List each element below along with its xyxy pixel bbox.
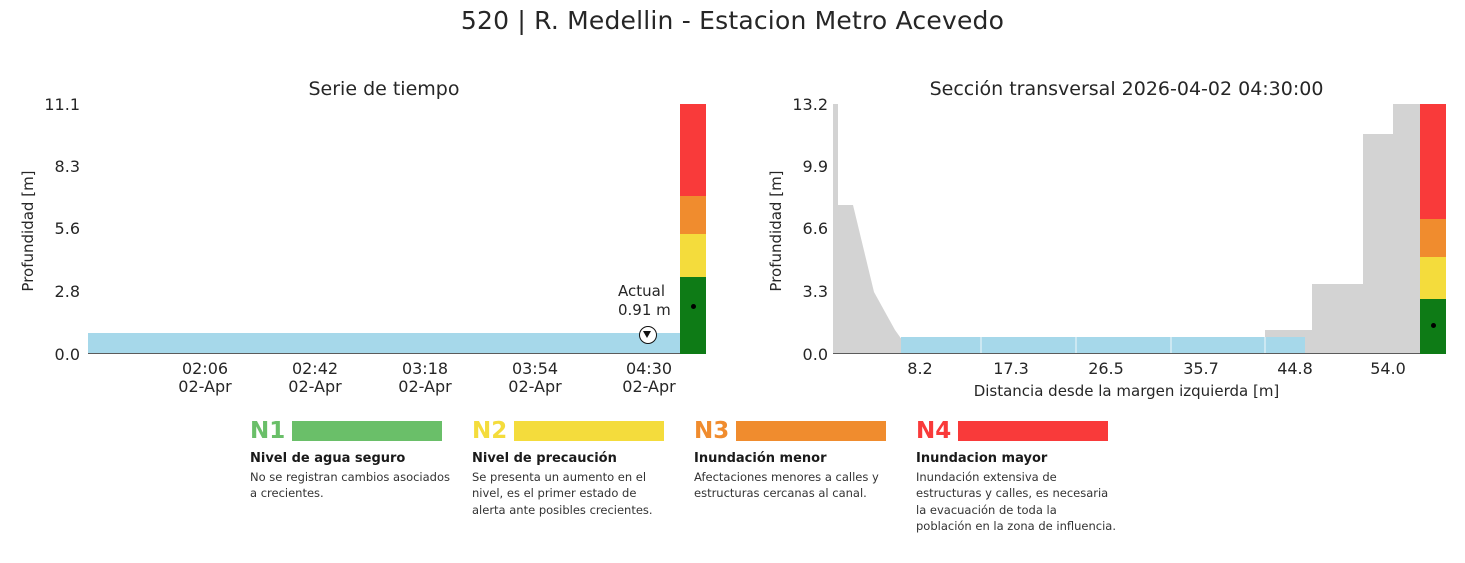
threshold-segment-n1 bbox=[680, 277, 706, 354]
legend-title-n4: Inundacion mayor bbox=[916, 451, 1048, 466]
legend-desc-n4: Inundación extensiva de estructuras y calles, es necesaria la evacuación de toda la población en la zona de influencia. bbox=[916, 470, 1116, 533]
current-value-marker-icon bbox=[639, 326, 657, 344]
crosssection-x-axis-line bbox=[833, 353, 1420, 354]
timeseries-x-axis-line bbox=[88, 353, 680, 354]
legend-title-n3: Inundación menor bbox=[694, 451, 827, 466]
crosssection-ytick-3: 9.9 bbox=[802, 157, 828, 176]
legend-title-n2: Nivel de precaución bbox=[472, 451, 617, 466]
legend-code-n2: N2 bbox=[472, 417, 508, 444]
crosssection-plot-area bbox=[833, 104, 1420, 354]
legend-swatch-n3 bbox=[736, 421, 886, 441]
timeseries-ytick-2: 5.6 bbox=[54, 219, 80, 238]
timeseries-ytick-0: 0.0 bbox=[54, 345, 80, 364]
timeseries-plot-area bbox=[88, 104, 680, 354]
timeseries-ytick-3: 8.3 bbox=[54, 157, 80, 176]
crosssection-x-axis-label: Distancia desde la margen izquierda [m] bbox=[973, 382, 1280, 400]
legend-swatch-n2 bbox=[514, 421, 664, 441]
threshold-segment-n4 bbox=[680, 104, 706, 196]
actual-value: 0.91 m bbox=[618, 300, 671, 319]
legend-desc-n3: Afectaciones menores a calles y estructuras cercanas al canal. bbox=[694, 470, 879, 501]
timeseries-ytick-1: 2.8 bbox=[54, 282, 80, 301]
threshold-segment-n2 bbox=[1420, 257, 1446, 299]
timeseries-xtick-1: 02:42 02-Apr bbox=[288, 359, 342, 396]
legend-desc-n2: Se presenta un aumento en el nivel, es el primer estado de alerta ante posibles crecientes. bbox=[472, 470, 653, 517]
timeseries-xtick-4: 04:30 02-Apr bbox=[622, 359, 676, 396]
crosssection-xtick-1: 17.3 bbox=[993, 359, 1029, 378]
crosssection-xtick-4: 44.8 bbox=[1277, 359, 1313, 378]
terrain-polygon bbox=[833, 104, 1420, 354]
crosssection-title: Sección transversal 2026-04-02 04:30:00 bbox=[929, 78, 1324, 100]
legend-code-n4: N4 bbox=[916, 417, 952, 444]
legend-swatch-n1 bbox=[292, 421, 442, 441]
crosssection-xtick-5: 54.0 bbox=[1370, 359, 1406, 378]
threshold-legend bbox=[250, 418, 1140, 534]
page-title: 520 | R. Medellin - Estacion Metro Acevedo bbox=[460, 6, 1005, 35]
legend-code-n3: N3 bbox=[694, 417, 730, 444]
threshold-segment-n2 bbox=[680, 234, 706, 277]
legend-item-n1 bbox=[250, 418, 472, 534]
legend-desc-n1: No se registran cambios asociados a crecientes. bbox=[250, 470, 450, 501]
legend-code-n1: N1 bbox=[250, 417, 286, 444]
timeseries-ytick-4: 11.1 bbox=[44, 95, 80, 114]
crosssection-ytick-4: 13.2 bbox=[792, 95, 828, 114]
water-polygon bbox=[901, 337, 1305, 354]
crosssection-y-axis-label: Profundidad [m] bbox=[767, 170, 785, 292]
crosssection-ytick-0: 0.0 bbox=[802, 345, 828, 364]
crosssection-geometry bbox=[833, 104, 1420, 354]
timeseries-water-area bbox=[88, 333, 680, 354]
crosssection-ytick-2: 6.6 bbox=[802, 219, 828, 238]
threshold-segment-n3 bbox=[680, 196, 706, 234]
threshold-segment-n4 bbox=[1420, 104, 1446, 219]
legend-item-n3 bbox=[694, 418, 916, 534]
legend-item-n4 bbox=[916, 418, 1138, 534]
timeseries-y-axis-label: Profundidad [m] bbox=[19, 170, 37, 292]
timeseries-xtick-3: 03:54 02-Apr bbox=[508, 359, 562, 396]
actual-label: Actual bbox=[618, 282, 665, 300]
threshold-segment-n1 bbox=[1420, 299, 1446, 354]
crosssection-ytick-1: 3.3 bbox=[802, 282, 828, 301]
timeseries-xtick-2: 03:18 02-Apr bbox=[398, 359, 452, 396]
timeseries-xtick-0: 02:06 02-Apr bbox=[178, 359, 232, 396]
legend-item-n2 bbox=[472, 418, 694, 534]
timeseries-title: Serie de tiempo bbox=[308, 78, 460, 100]
legend-title-n1: Nivel de agua seguro bbox=[250, 451, 406, 466]
crosssection-threshold-bar bbox=[1420, 104, 1446, 354]
threshold-segment-n3 bbox=[1420, 219, 1446, 257]
timeseries-threshold-bar bbox=[680, 104, 706, 354]
current-level-dot-icon bbox=[1431, 323, 1436, 328]
crosssection-xtick-3: 35.7 bbox=[1183, 359, 1219, 378]
legend-swatch-n4 bbox=[958, 421, 1108, 441]
timeseries-actual-annotation bbox=[618, 282, 671, 320]
crosssection-xtick-2: 26.5 bbox=[1088, 359, 1124, 378]
crosssection-xtick-0: 8.2 bbox=[907, 359, 933, 378]
current-level-dot-icon bbox=[691, 304, 696, 309]
